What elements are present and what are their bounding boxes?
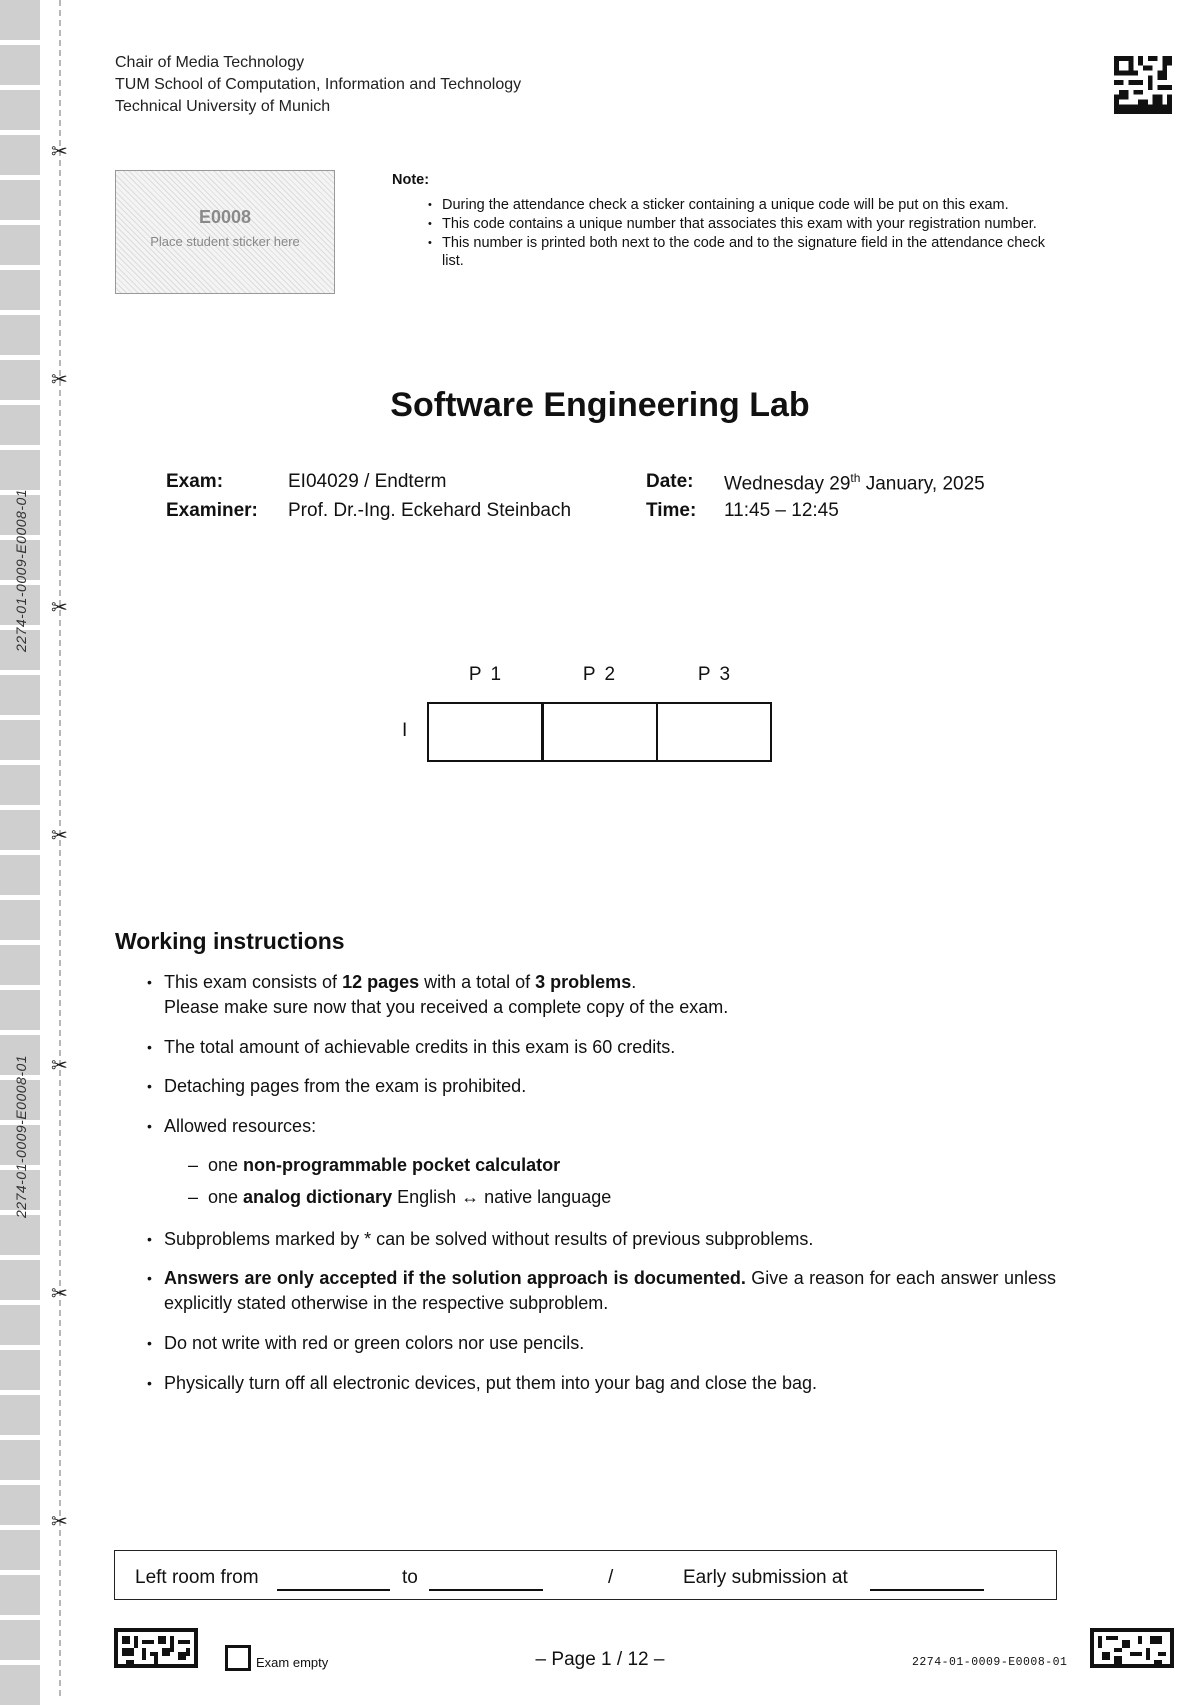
score-header-p3: P 3: [697, 664, 733, 685]
instruction-item: • The total amount of achievable credits in this exam is 60 credits.: [164, 1035, 1056, 1060]
cut-line: [59, 0, 61, 1696]
perforation-strip: [0, 0, 42, 1696]
scissors-icon: ✂: [51, 141, 68, 163]
exam-empty-label: Exam empty: [256, 1655, 329, 1670]
resource-item: – one analog dictionary English ↔ native language: [208, 1187, 611, 1208]
exam-title: Software Engineering Lab: [390, 386, 810, 424]
scissors-icon: ✂: [51, 1055, 68, 1077]
perforation-cell: [0, 315, 40, 355]
scissors-icon: ✂: [51, 1283, 68, 1305]
scissors-icon: ✂: [51, 825, 68, 847]
sticker-code: E0008: [198, 207, 252, 227]
instruction-item: • Physically turn off all electronic devices, put them into your bag and close the bag.: [164, 1371, 1056, 1396]
instruction-item: • Answers are only accepted if the solution approach is documented. Give a reason for each answer unless explicitly stated otherwise in the respective subproblem.: [164, 1266, 1056, 1316]
left-room-to-label: to: [402, 1567, 418, 1588]
perforation-cell: [0, 1665, 40, 1705]
score-row-label: I: [402, 720, 408, 741]
exam-label: Exam:: [166, 471, 224, 492]
instruction-item: • Do not write with red or green colors nor use pencils.: [164, 1331, 1056, 1356]
date-label: Date:: [646, 471, 694, 492]
perforation-cell: [0, 1530, 40, 1570]
instruction-item: • Subproblems marked by * can be solved without results of previous subproblems.: [164, 1227, 1056, 1252]
instruction-item: • This exam consists of 12 pages with a total of 3 problems. Please make sure now that you received a complete copy of the exam.: [164, 970, 1056, 1020]
instructions-title: Working instructions: [115, 928, 345, 954]
perforation-cell: [0, 225, 40, 265]
page-number: – Page 1 / 12 –: [535, 1649, 665, 1670]
instruction-item: • Allowed resources:: [164, 1114, 1056, 1139]
note-title: Note:: [392, 172, 430, 188]
perforation-cell: [0, 270, 40, 310]
perforation-cell: [0, 675, 40, 715]
early-submission-field[interactable]: [870, 1589, 984, 1591]
side-exam-code: 2274-01-0009-E0008-01: [13, 488, 29, 652]
perforation-cell: [0, 1305, 40, 1345]
perforation-cell: [0, 1395, 40, 1435]
perforation-cell: [0, 990, 40, 1030]
qr-code-icon: [1114, 56, 1172, 114]
barcode-icon: [1090, 1628, 1174, 1668]
perforation-cell: [0, 1260, 40, 1300]
perforation-cell: [0, 0, 40, 40]
examiner-label: Examiner:: [166, 500, 258, 521]
scissors-icon: ✂: [51, 597, 68, 619]
perforation-cell: [0, 810, 40, 850]
perforation-cell: [0, 720, 40, 760]
institution-line-1: Chair of Media Technology: [115, 54, 305, 71]
student-sticker-area: [115, 170, 335, 294]
scissors-icon: ✂: [51, 1511, 68, 1533]
perforation-cell: [0, 900, 40, 940]
score-header-p1: P 1: [468, 664, 504, 685]
separator-slash: /: [608, 1567, 614, 1588]
perforation-cell: [0, 45, 40, 85]
perforation-cell: [0, 1350, 40, 1390]
attendance-note: [392, 172, 1062, 271]
time-label: Time:: [646, 500, 697, 521]
scissors-icon: ✂: [51, 369, 68, 391]
examiner-value: Prof. Dr.-Ing. Eckehard Steinbach: [288, 500, 572, 521]
score-header-p2: P 2: [582, 664, 618, 685]
left-room-to-field[interactable]: [429, 1589, 543, 1591]
institution-line-3: Technical University of Munich: [115, 98, 331, 115]
side-exam-code: 2274-01-0009-E0008-01: [13, 1054, 29, 1218]
left-room-from-label: Left room from: [135, 1567, 259, 1588]
score-box-p2: [542, 702, 658, 762]
perforation-cell: [0, 1440, 40, 1480]
sticker-hint: Place student sticker here: [150, 234, 300, 249]
perforation-cell: [0, 1485, 40, 1525]
perforation-cell: [0, 855, 40, 895]
resource-item: – one non-programmable pocket calculator: [208, 1155, 560, 1176]
time-value: 11:45 – 12:45: [724, 500, 839, 521]
score-box-p3: [656, 702, 772, 762]
perforation-cell: [0, 135, 40, 175]
instruction-item: • Detaching pages from the exam is prohibited.: [164, 1074, 1056, 1099]
perforation-cell: [0, 180, 40, 220]
perforation-cell: [0, 90, 40, 130]
note-item: • This number is printed both next to the code and to the signature field in the attendance check list.: [442, 234, 1062, 270]
perforation-cell: [0, 945, 40, 985]
score-box-p1: [427, 702, 543, 762]
perforation-cell: [0, 1575, 40, 1615]
note-item: • During the attendance check a sticker containing a unique code will be put on this exam.: [442, 196, 1062, 214]
footer-exam-code: 2274-01-0009-E0008-01: [912, 1656, 1068, 1669]
perforation-cell: [0, 450, 40, 490]
institution-line-2: TUM School of Computation, Information and Technology: [115, 76, 522, 93]
date-value: Wednesday 29th January, 2025: [724, 471, 985, 495]
note-item: • This code contains a unique number that associates this exam with your registration number.: [442, 215, 1062, 233]
perforation-cell: [0, 765, 40, 805]
perforation-cell: [0, 1215, 40, 1255]
left-room-from-field[interactable]: [277, 1589, 390, 1591]
exam-value: EI04029 / Endterm: [288, 471, 447, 492]
early-submission-label: Early submission at: [683, 1567, 848, 1588]
